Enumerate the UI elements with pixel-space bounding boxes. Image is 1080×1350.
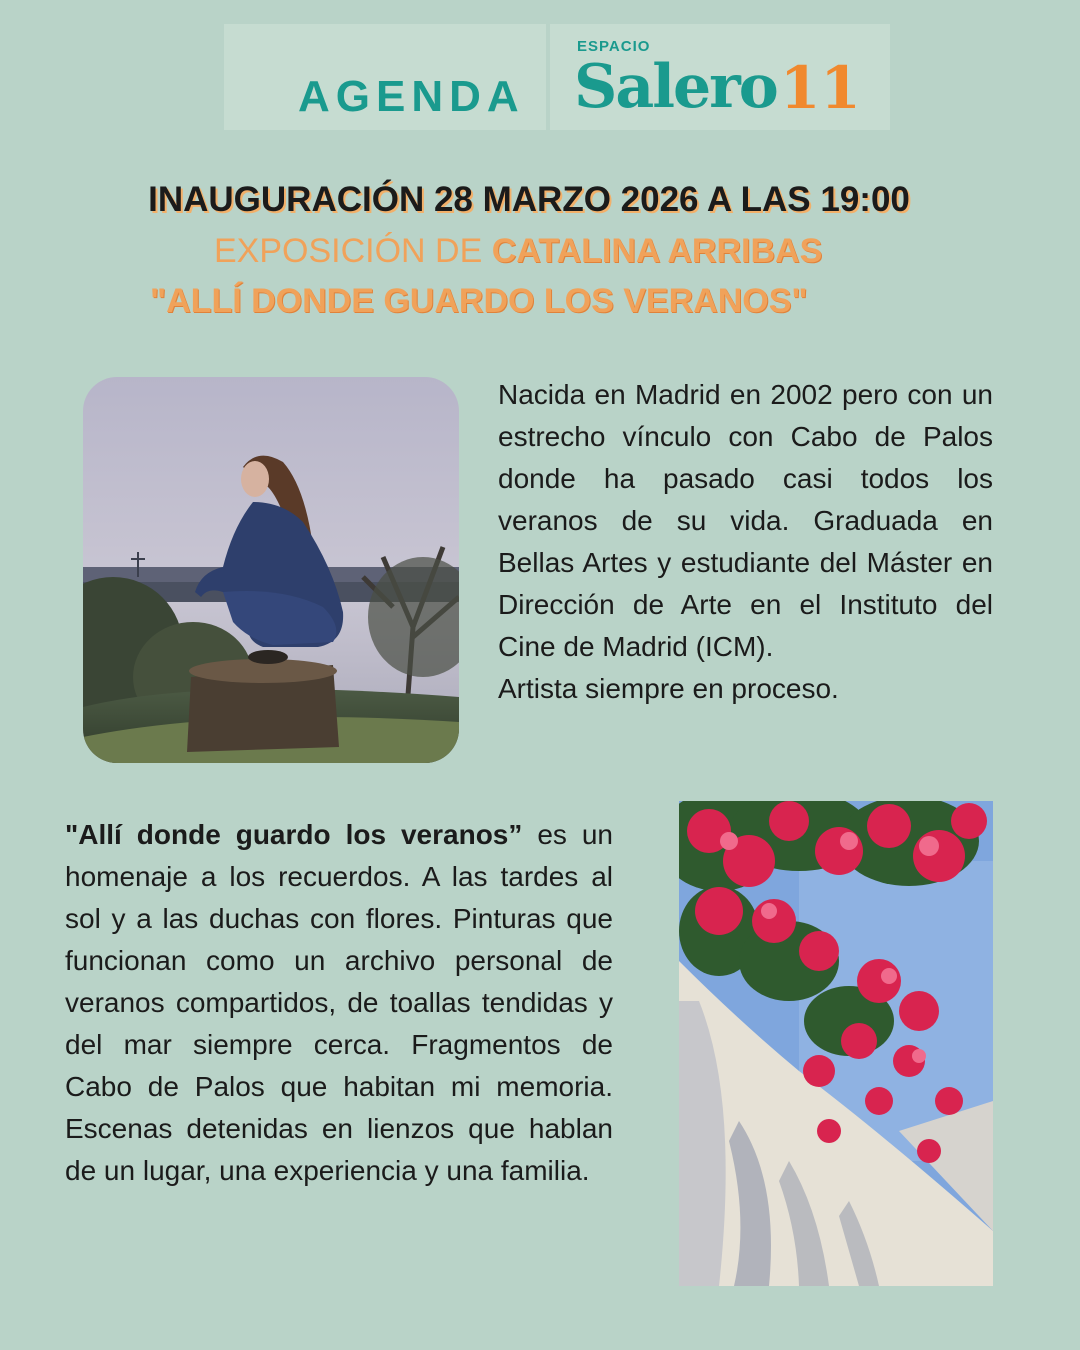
salero-logo-text: Salero	[574, 52, 777, 122]
bougainvillea-painting	[679, 801, 993, 1286]
agenda-label: AGENDA	[298, 72, 525, 121]
exhibition-title: "ALLÍ DONDE GUARDO LOS VERANOS"	[150, 282, 808, 320]
description-title: "Allí donde guardo los veranos”	[65, 819, 523, 850]
exhibition-prefix: EXPOSICIÓN DE	[214, 232, 492, 270]
espacio-label: ESPACIO	[577, 38, 651, 55]
exhibition-description	[65, 814, 613, 1192]
inauguration-date: INAUGURACIÓN 28 MARZO 2026 A LAS 19:00	[148, 180, 910, 219]
logo-number: 11	[780, 54, 861, 122]
header-logo-band	[224, 24, 890, 130]
bio-closing: Artista siempre en proceso.	[498, 673, 839, 704]
logo-divider	[546, 24, 550, 130]
artist-name: CATALINA ARRIBAS	[491, 232, 823, 270]
description-text: es un homenaje a los recuerdos. A las tardes al sol y a las duchas con flores. Pinturas que funcionan como un archivo personal de veranos compartidos, de toallas tendidas y del mar siempre cerca. Fragmentos de Cabo de Palos que habitan mi memoria. Escenas detenidas en lienzos que hablan de un lugar, una experiencia y una familia.	[65, 819, 613, 1186]
bio-text: Nacida en Madrid en 2002 pero con un estrecho vínculo con Cabo de Palos donde ha pasado casi todos los veranos de su vida. Graduada en Bellas Artes y estudiante del Máster en Dirección de Arte en el Instituto del Cine de Madrid (ICM).	[498, 379, 993, 662]
artist-photo	[83, 377, 459, 763]
exhibition-line	[214, 232, 822, 271]
artist-bio	[498, 374, 993, 710]
